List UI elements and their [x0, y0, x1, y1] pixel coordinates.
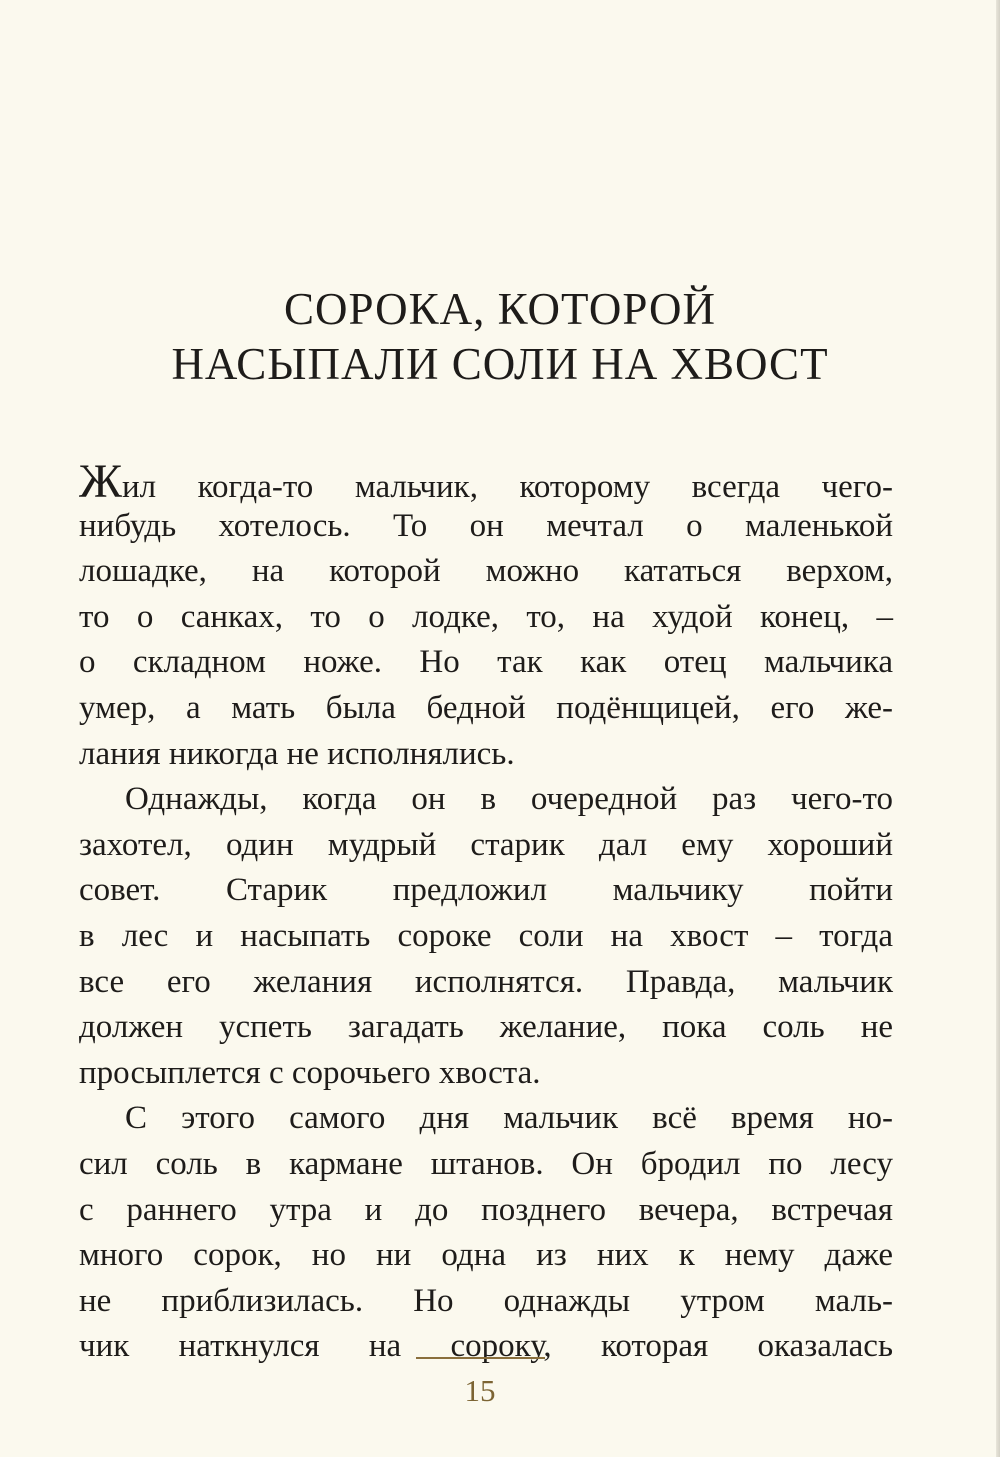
text-line: в лес и насыпать сороке соли на хвост – тогда [79, 917, 893, 954]
text-line: то о санках, то о лодке, то, на худой конец, – [79, 598, 893, 635]
text-line: Однажды, когда он в очередной раз чего-то [125, 781, 893, 818]
text-line: лания никогда не исполнялись. [79, 735, 515, 772]
text-line: лошадке, на которой можно кататься верхом, [79, 553, 893, 590]
footer-rule [416, 1357, 545, 1359]
page-number: 15 [464, 1373, 496, 1408]
paragraph-2 [79, 777, 893, 1096]
text-line: с раннего утра и до позднего вечера, встречая [79, 1191, 893, 1228]
drop-cap: Ж [79, 455, 123, 508]
text-line: не приблизилась. Но однажды утром маль- [79, 1282, 893, 1319]
text-line: все его желания исполнятся. Правда, мальчик [79, 963, 893, 1000]
text-line: о складном ноже. Но так как отец мальчика [79, 644, 893, 681]
text-line-content: ил когда-то мальчик, которому всегда чего- [122, 469, 893, 505]
body-text [79, 455, 893, 1370]
text-line: просыплется с сорочьего хвоста. [79, 1054, 541, 1091]
text-line: должен успеть загадать желание, пока соль не [79, 1009, 893, 1046]
text-line: нибудь хотелось. То он мечтал о маленькой [79, 507, 893, 544]
text-line: С этого самого дня мальчик всё время но- [125, 1100, 893, 1137]
chapter-title [0, 282, 1000, 392]
text-line: совет. Старик предложил мальчику пойти [79, 872, 893, 909]
text-line: захотел, один мудрый старик дал ему хороший [79, 826, 893, 863]
text-line [79, 455, 893, 508]
page-edge [996, 0, 1000, 1457]
text-line: умер, а мать была бедной подёнщицей, его же- [79, 689, 893, 726]
text-line: много сорок, но ни одна из них к нему даже [79, 1237, 893, 1274]
chapter-title-line-1: СОРОКА, КОТОРОЙ [284, 284, 716, 334]
paragraph-1 [79, 455, 893, 777]
text-line: сил соль в кармане штанов. Он бродил по лесу [79, 1145, 893, 1182]
chapter-title-line-2: НАСЫПАЛИ СОЛИ НА ХВОСТ [171, 339, 829, 389]
paragraph-3 [79, 1096, 893, 1370]
text-line: чик наткнулся на сороку, которая оказалась [79, 1328, 893, 1365]
